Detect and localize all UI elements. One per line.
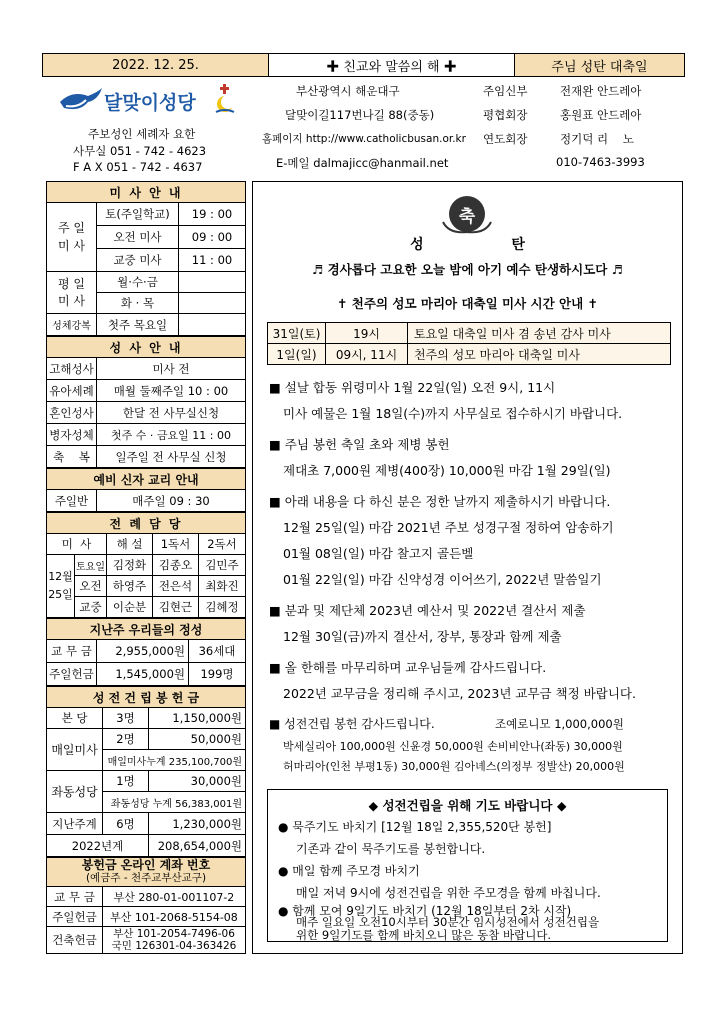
sacrament-value: 미사 전 bbox=[152, 361, 190, 376]
weekday-mass-days: 화 · 목 bbox=[97, 293, 179, 313]
sunday-mass-name: 토(주일학교) bbox=[97, 203, 179, 225]
donation-first: 조예로니모 1,000,000원 bbox=[495, 717, 624, 731]
prayer-line: 기존과 같이 묵주기도를 봉헌합니다. bbox=[296, 842, 486, 856]
prayer-head: 함께 모여 9일기도 바치기 (12월 18일부터 2차 시작) bbox=[292, 904, 572, 918]
homepage-link[interactable]: 홈페이지 http://www.catholicbusan.or.kr bbox=[262, 133, 466, 145]
jwadong-label: 좌동성당 bbox=[47, 771, 103, 813]
offering-count: 36세대 bbox=[198, 644, 236, 658]
main-content bbox=[252, 181, 683, 954]
schedule-table bbox=[267, 322, 671, 365]
notice-head: 아래 내용을 다 하신 분은 정한 날까지 제출하시기 바랍니다. bbox=[284, 494, 611, 509]
feast-name: 주님 성탄 대축일 bbox=[551, 59, 648, 75]
sunday-mass-time: 19 : 00 bbox=[191, 207, 233, 221]
adoration-value: 첫주 목요일 bbox=[97, 314, 179, 335]
dove-icon bbox=[58, 86, 104, 116]
sunday-mass-label: 주 일 미 사 bbox=[47, 203, 97, 272]
sacrament-name: 유아세례 bbox=[47, 380, 97, 401]
accounts-title: 봉헌금 온라인 계좌 번호 bbox=[81, 858, 211, 872]
ministry-mass: 오전 bbox=[75, 576, 107, 596]
daily-count: 2명 bbox=[103, 729, 149, 749]
ministry-date: 12월 25일 bbox=[47, 555, 75, 618]
notice-item: ■ 설날 합동 위령미사 1월 22일(일) 오전 9시, 11시 bbox=[269, 380, 556, 395]
building-main-name: 본 당 bbox=[47, 708, 103, 728]
offering-amount: 2,955,000원 bbox=[97, 640, 189, 662]
ministry-reader-2: 김혜정 bbox=[205, 600, 239, 614]
prayer-box bbox=[267, 789, 668, 942]
sunday-mass-name: 교중 미사 bbox=[97, 249, 179, 271]
mass-title: 미 사 안 내 bbox=[47, 181, 245, 203]
schedule-time: 09시, 11시 bbox=[326, 344, 408, 364]
schedule-desc: 천주의 성모 마리아 대축일 미사 bbox=[414, 347, 580, 362]
weekday-mass-time bbox=[179, 272, 245, 292]
account-name: 건축헌금 bbox=[47, 927, 103, 953]
contact-phone: 010-7463-3993 bbox=[556, 155, 645, 169]
weekday-mass-time bbox=[179, 293, 245, 313]
weekday-mass-label: 평 일 미 사 bbox=[47, 272, 97, 314]
schedule-title: ✝ 천주의 성모 마리아 대축일 미사 시간 안내 ✝ bbox=[336, 296, 599, 311]
account-number: 부산 280-01-001107-2 bbox=[113, 890, 235, 904]
parish-name: 달맞이성당 bbox=[104, 92, 196, 114]
ministry-title: 전 례 담 당 bbox=[47, 512, 245, 534]
ministry-header: 해 설 bbox=[107, 534, 153, 554]
notice-item: ■ 분과 및 제단체 2023년 예산서 및 2022년 결산서 제출 bbox=[269, 603, 586, 618]
notice-line: 제대초 7,000원 제병(400장) 10,000원 마감 1월 29일(일) bbox=[283, 463, 611, 478]
sacraments-title: 성 사 안 내 bbox=[47, 336, 245, 358]
donation-line: 박세실리아 100,000원 신윤경 50,000원 손비비안나(좌동) 30,000원 bbox=[283, 740, 623, 753]
year-motto: ✚ 친교와 말씀의 해 ✚ bbox=[269, 54, 515, 76]
notice-line: 미사 예물은 1월 18일(수)까지 사무실로 접수하시기 바랍니다. bbox=[283, 406, 623, 421]
ministry-commentator: 김정화 bbox=[107, 555, 153, 575]
accounts-title-block bbox=[47, 857, 245, 887]
daily-amount: 50,000원 bbox=[190, 732, 242, 746]
donation-head: 성전건립 봉헌 감사드립니다. bbox=[284, 717, 435, 731]
year-total-name: 2022년계 bbox=[47, 835, 149, 856]
building-main-amount: 1,150,000원 bbox=[172, 711, 242, 725]
offering-amount: 1,545,000원 bbox=[97, 663, 189, 685]
notice-line: 12월 25일(일) 마감 2021년 주보 성경구절 정하여 암송하기 bbox=[283, 520, 614, 535]
patron-saint: 주보성인 세례자 요한 bbox=[88, 127, 196, 141]
notice-head: 올 한해를 마무리하며 교우님들께 감사드립니다. bbox=[284, 660, 547, 675]
moon-cross-icon bbox=[213, 84, 237, 116]
building-accounts bbox=[103, 927, 245, 953]
donation-item: ■ 성전건립 봉헌 감사드립니다. bbox=[269, 717, 435, 731]
account-number: 부산 101-2068-5154-08 bbox=[110, 910, 238, 924]
daily-mass-label: 매일미사 bbox=[47, 729, 103, 771]
catechism-title: 예비 신자 교리 안내 bbox=[47, 468, 245, 490]
account-name: 교 무 금 bbox=[47, 887, 103, 906]
prayer-line: 매일 저녁 9시에 성전건립을 위한 주모경을 함께 바칩니다. bbox=[296, 886, 601, 900]
daily-cumulative: 매일미사누계 235,100,700원 bbox=[107, 756, 242, 768]
last-week-amount: 1,230,000원 bbox=[172, 816, 242, 831]
offering-name: 주일헌금 bbox=[47, 663, 97, 685]
prayer-line: 위한 9일기도를 함께 바치오니 많은 동참 바랍니다. bbox=[296, 928, 552, 942]
ministry-reader-1: 김현근 bbox=[153, 597, 199, 617]
sunday-mass-time: 09 : 00 bbox=[191, 230, 233, 244]
notice-head: 분과 및 제단체 2023년 예산서 및 2022년 결산서 제출 bbox=[284, 603, 586, 618]
staff-role-3: 연도회장 bbox=[483, 132, 528, 146]
notice-line: 01월 08일(일) 마감 찰고지 골든벨 bbox=[283, 546, 474, 561]
sacrament-name: 병자성체 bbox=[47, 424, 97, 445]
sacrament-name: 고해성사 bbox=[47, 358, 97, 379]
ministry-mass: 교중 bbox=[75, 597, 107, 617]
office-phone: 사무실 051 - 742 - 4623 bbox=[73, 144, 207, 158]
staff-role-1: 주임신부 bbox=[483, 84, 528, 98]
last-week-count: 6명 bbox=[103, 813, 149, 834]
address-street: 달맞이길117번나길 88(중동) bbox=[285, 108, 435, 122]
prayer-item: ● 매일 함께 주모경 바치기 bbox=[278, 864, 420, 878]
weekday-mass-days: 월·수·금 bbox=[97, 272, 179, 292]
offering-count: 199명 bbox=[200, 667, 234, 681]
schedule-row bbox=[268, 344, 670, 364]
notice-item: ■ 주님 봉헌 축일 초와 제병 봉헌 bbox=[269, 437, 450, 452]
year-total-amount: 208,654,000원 bbox=[157, 838, 242, 853]
notice-head: 설날 합동 위령미사 1월 22일(일) 오전 9시, 11시 bbox=[284, 380, 556, 395]
offering-name: 교 무 금 bbox=[47, 640, 97, 662]
main-title: 성 탄 bbox=[410, 237, 525, 253]
staff-name-1: 전재완 안드레아 bbox=[560, 84, 642, 98]
sunday-mass-time: 11 : 00 bbox=[191, 253, 233, 267]
ministry-reader-1: 김종오 bbox=[153, 555, 199, 575]
notice-line: 12월 30일(금)까지 결산서, 장부, 통장과 함께 제출 bbox=[283, 629, 562, 644]
parish-logo bbox=[58, 84, 238, 118]
staff-role-2: 평협회장 bbox=[483, 108, 528, 122]
accounts-holder: (예금주 - 천주교부산교구) bbox=[85, 872, 207, 884]
email-link[interactable]: E-메일 dalmajicc@hanmail.net bbox=[276, 156, 449, 170]
celebration-badge: 축 bbox=[449, 196, 485, 232]
building-fund-title: 성 전 건 립 봉 헌 금 bbox=[47, 686, 245, 708]
sunday-mass-name: 오전 미사 bbox=[97, 226, 179, 248]
jwadong-amount: 30,000원 bbox=[190, 774, 242, 788]
adoration-label: 성체강복 bbox=[47, 314, 97, 335]
catechism-class: 주일반 bbox=[47, 490, 97, 511]
notice-item: ■ 아래 내용을 다 하신 분은 정한 날까지 제출하시기 바랍니다. bbox=[269, 494, 611, 509]
notice-line: 01월 22일(일) 마감 신약성경 이어쓰기, 2022년 말씀일기 bbox=[283, 572, 602, 587]
jwadong-count: 1명 bbox=[103, 771, 149, 791]
sacrament-name: 축 복 bbox=[47, 446, 97, 467]
notice-line: 2022년 교무금을 정리해 주시고, 2023년 교무금 책정 바랍니다. bbox=[283, 686, 636, 701]
schedule-time: 19시 bbox=[326, 323, 408, 343]
main-subtitle: ♬ 경사롭다 고요한 오늘 밤에 아기 예수 탄생하시도다 ♬ bbox=[312, 262, 623, 277]
ministry-commentator: 하영주 bbox=[107, 576, 153, 596]
account-number: 부산 101-2054-7496-06 bbox=[113, 928, 235, 940]
staff-name-2: 홍원표 안드레아 bbox=[560, 108, 642, 122]
address-city: 부산광역시 해운대구 bbox=[296, 84, 400, 98]
building-main-count: 3명 bbox=[103, 708, 149, 728]
sacrament-name: 혼인성사 bbox=[47, 402, 97, 423]
notice-item: ■ 올 한해를 마무리하며 교우님들께 감사드립니다. bbox=[269, 660, 547, 675]
header-bar bbox=[42, 53, 685, 77]
ministry-header: 1독서 bbox=[153, 534, 199, 554]
sacrament-value: 매월 둘째주일 10 : 00 bbox=[113, 383, 229, 398]
sacrament-value: 첫주 수 · 금요일 11 : 00 bbox=[111, 428, 231, 442]
bulletin-date: 2022. 12. 25. bbox=[43, 54, 269, 76]
ministry-mass: 토요일 bbox=[75, 555, 107, 575]
ministry-commentator: 이순분 bbox=[107, 597, 153, 617]
schedule-row bbox=[268, 323, 670, 344]
donation-line: 허마리아(인천 부평1동) 30,000원 김아녜스(의정부 정발산) 20,000원 bbox=[283, 760, 625, 773]
schedule-date: 1일(일) bbox=[268, 344, 326, 364]
left-info-column bbox=[46, 181, 246, 954]
office-fax: F A X 051 - 742 - 4637 bbox=[73, 160, 203, 174]
ministry-header: 미 사 bbox=[47, 534, 107, 554]
sacrament-value: 한달 전 사무실신청 bbox=[122, 405, 220, 420]
notice-head: 주님 봉헌 축일 초와 제병 봉헌 bbox=[284, 437, 450, 452]
account-name: 주일헌금 bbox=[47, 907, 103, 926]
schedule-date: 31일(토) bbox=[268, 323, 326, 343]
catechism-time: 매주일 09 : 30 bbox=[132, 493, 210, 508]
prayer-line: 매주 일요일 오전10시부터 30분간 임시성전에서 성전건립을 bbox=[296, 915, 600, 929]
prayer-item: ● 함께 모여 9일기도 바치기 (12월 18일부터 2차 시작) bbox=[278, 904, 572, 918]
last-week-name: 지난주계 bbox=[47, 813, 103, 834]
ministry-reader-2: 최화진 bbox=[205, 579, 239, 593]
ministry-reader-1: 전은석 bbox=[153, 576, 199, 596]
schedule-desc: 토요일 대축일 미사 겸 송년 감사 미사 bbox=[414, 326, 611, 341]
prayer-head: 묵주기도 바치기 [12월 18일 2,355,520단 봉헌] bbox=[292, 820, 552, 834]
prayer-item: ● 묵주기도 바치기 [12월 18일 2,355,520단 봉헌] bbox=[278, 820, 552, 834]
adoration-time bbox=[179, 314, 245, 335]
ministry-header: 2독서 bbox=[207, 537, 237, 551]
prayer-title: ◆ 성전건립을 위해 기도 바랍니다 ◆ bbox=[368, 798, 567, 813]
ministry-reader-2: 김민주 bbox=[205, 558, 239, 572]
account-number: 국민 126301-04-363426 bbox=[111, 940, 237, 952]
prayer-head: 매일 함께 주모경 바치기 bbox=[292, 864, 420, 878]
offering-title: 지난주 우리들의 정성 bbox=[47, 618, 245, 640]
sacrament-value: 일주일 전 사무실 신청 bbox=[115, 449, 227, 464]
staff-name-3: 정기덕 리 노 bbox=[560, 132, 634, 146]
jwadong-cumulative: 좌동성당 누계 56,383,001원 bbox=[110, 798, 242, 810]
